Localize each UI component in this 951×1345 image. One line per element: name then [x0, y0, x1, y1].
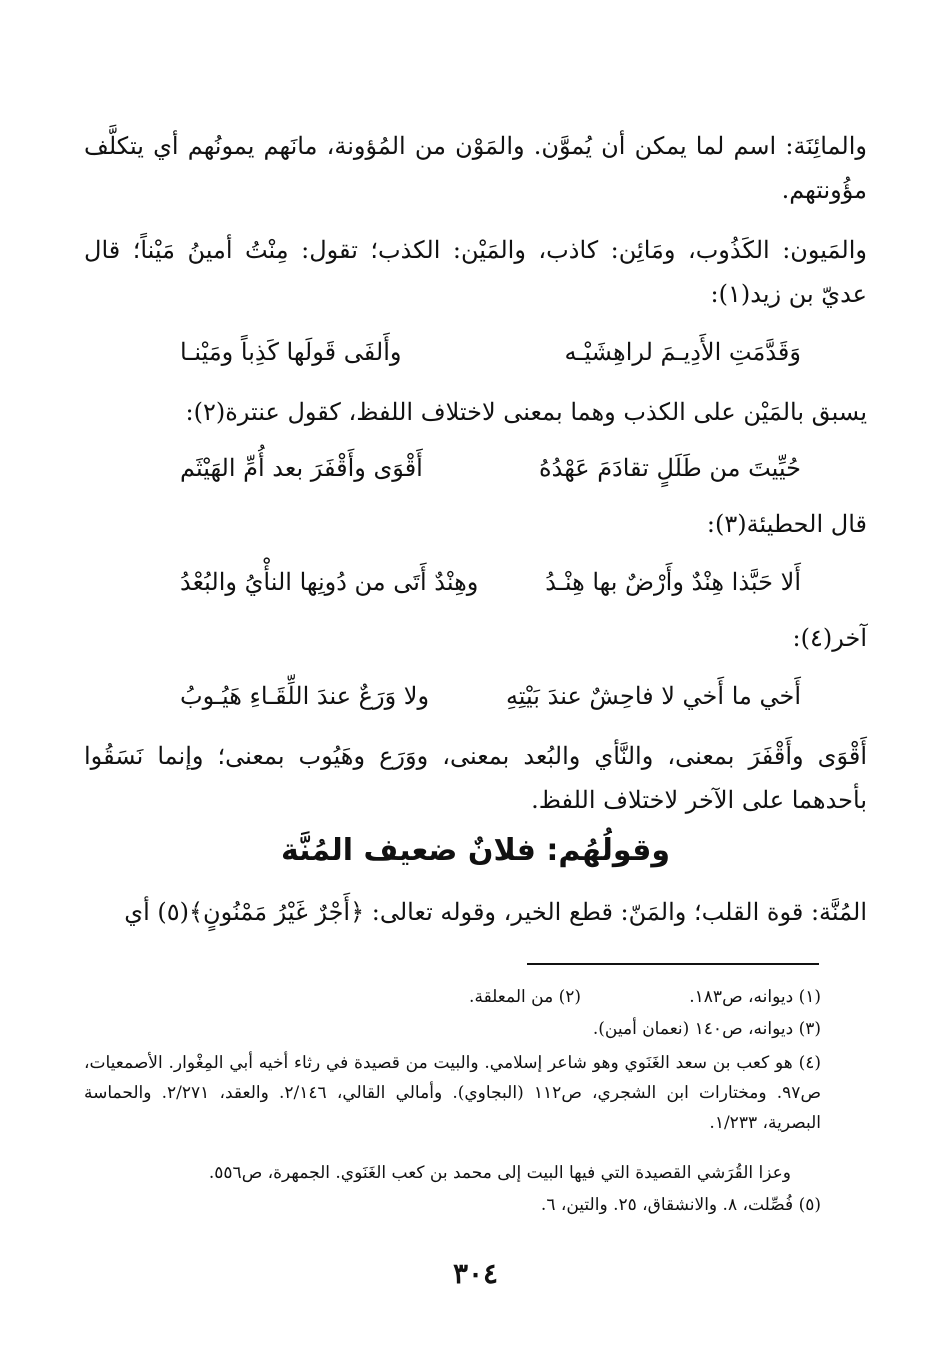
verse-first-hemistich: وَقَدَّمَتِ الأَدِيـمَ لراهِشَيْـه — [564, 338, 801, 366]
verse-second-hemistich: وأَلفَى قَولَها كَذِباً ومَيْنـا — [180, 338, 402, 366]
paragraph-mayn: والمَيون: الكَذُوب، ومَائِن: كاذب، والمَيْن: الكذب؛ تقول: مِنْتُ أمينُ مَيْناً؛ قال عديّ بن زيد(١): — [84, 236, 867, 308]
section-heading: وقولُهُم: فلانٌ ضعيف المُنَّة — [280, 833, 671, 868]
page-number: ٣٠٤ — [452, 1257, 499, 1290]
paragraph-hutayah-intro: قال الحطيئة(٣): — [706, 510, 867, 538]
verse-second-hemistich: وهِنْدٌ أَتَى من دُونِها النأْيُ والبُعْدُ — [180, 568, 479, 596]
footnote-4: (٤) هو كعب بن سعد الغَنَوي وهو شاعر إسلامي. والبيت من قصيدة في رثاء أخيه أبي المِغْوار. الأصمعيات، ص٩٧. ومختارات ابن الشجري، ص١١٢ (البجاوي). وأمالي القالي، ٢/١٤٦. والعقد، ٢/٢٧١. والحماسة البصرية، ١/٢٣٣. — [84, 1053, 821, 1133]
footnote-1: (١) ديوانه، ص١٨٣. — [689, 987, 821, 1007]
paragraph-munna: المُنَّة: قوة القلب؛ والمَنّ: قطع الخير، وقوله تعالى: ﴿أَجْرٌ غَيْرُ مَمْنُونٍ﴾(٥) أي — [124, 898, 867, 926]
verse-first-hemistich: أَلا حَبَّذا هِنْدٌ وأَرْضٌ بها هِنْـدُ — [545, 568, 801, 596]
verse-antara — [120, 446, 831, 490]
footnote-4-continuation: وعزا القُرَشي القصيدة التي فيها البيت إلى محمد بن كعب الغَنَوي. الجمهرة، ص٥٥٦. — [208, 1163, 791, 1183]
footnote-5: (٥) فُصِّلت، ٨. والانشقاق، ٢٥. والتين، ٦. — [540, 1195, 821, 1215]
paragraph-maina: والمائِنَة: اسم لما يمكن أن يُموَّن. والمَوْن من المُؤونة، مانَهم يمونُهم أي يتكلَّف مؤُونتهم. — [84, 132, 867, 204]
paragraph-akhar-intro: آخر(٤): — [792, 624, 867, 652]
verse-first-hemistich: حُيِّيتَ من طَلَلٍ تقادَمَ عَهْدُهُ — [539, 454, 801, 482]
paragraph-synonyms: أَقْوَى وأَقْفَرَ بمعنى، والنَّأي والبُعد بمعنى، ووَرَع وهَيُوب بمعنى؛ وإنما نَسَقُوا بأحدهما على الآخر لاختلاف اللفظ. — [84, 742, 867, 814]
verse-hutayah — [120, 560, 831, 604]
verse-second-hemistich: أَقْوَى وأَقْفَرَ بعد أُمِّ الهَيْثَم — [180, 454, 423, 482]
footnote-separator — [527, 963, 819, 965]
verse-second-hemistich: ولا وَرَعٌ عندَ اللِّقَـاءِ هَيُـوبُ — [180, 682, 430, 710]
footnote-2: (٢) من المعلقة. — [469, 987, 581, 1007]
verse-adi-bin-zayd — [120, 330, 831, 374]
paragraph-antara-intro: يسبق بالمَيْن على الكذب وهما بمعنى لاختلاف اللفظ، كقول عنترة(٢): — [185, 398, 867, 426]
verse-akhar — [120, 674, 831, 718]
footnote-3: (٣) ديوانه، ص١٤٠ (نعمان أمين). — [592, 1019, 821, 1039]
verse-first-hemistich: أَخي ما أَخي لا فاحِشٌ عندَ بَيْتِهِ — [505, 682, 801, 710]
